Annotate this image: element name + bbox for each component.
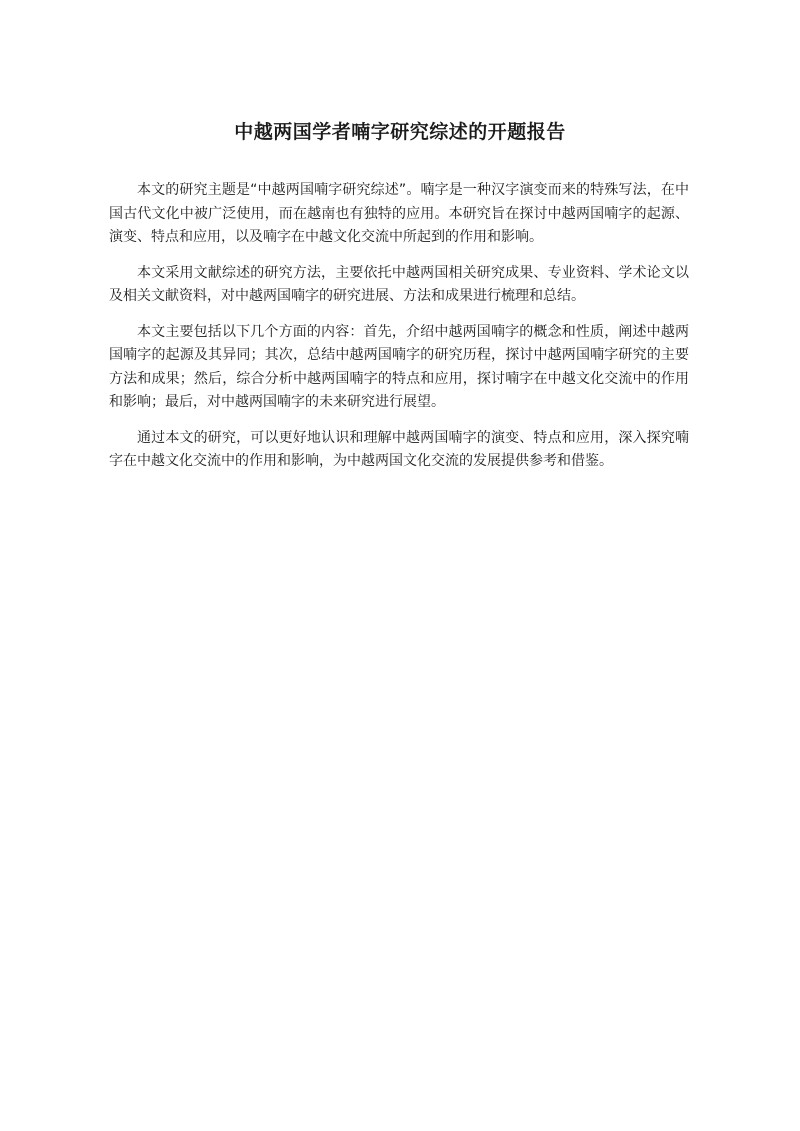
document-body [109, 179, 689, 486]
paragraph-method: 本文采用文献综述的研究方法，主要依托中越两国相关研究成果、专业资料、学术论文以及相关文献资料，对中越两国喃字的研究进展、方法和成果进行梳理和总结。 [109, 264, 689, 304]
document-title: 中越两国学者喃字研究综述的开题报告 [234, 121, 566, 143]
paragraph-topic: 本文的研究主题是“中越两国喃字研究综述”。喃字是一种汉字演变而来的特殊写法，在中国古代文化中被广泛使用，而在越南也有独特的应用。本研究旨在探讨中越两国喃字的起源、演变、特点和应用，以及喃字在中越文化交流中所起到的作用和影响。 [109, 182, 689, 245]
paragraph-conclusion: 通过本文的研究，可以更好地认识和理解中越两国喃字的演变、特点和应用，深入探究喃字在中越文化交流中的作用和影响，为中越两国文化交流的发展提供参考和借鉴。 [109, 429, 689, 469]
paragraph-contents: 本文主要包括以下几个方面的内容：首先，介绍中越两国喃字的概念和性质，阐述中越两国喃字的起源及其异同；其次，总结中越两国喃字的研究历程，探讨中越两国喃字研究的主要方法和成果；然后，综合分析中越两国喃字的特点和应用，探讨喃字在中越文化交流中的作用和影响；最后，对中越两国喃字的未来研究进行展望。 [109, 323, 689, 410]
